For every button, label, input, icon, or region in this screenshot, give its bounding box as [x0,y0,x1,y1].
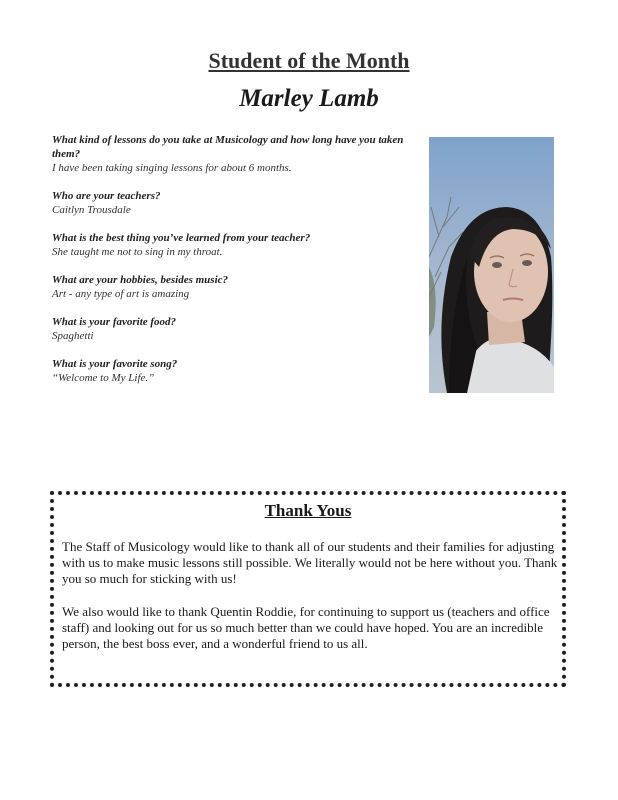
interview-question: What is your favorite food? [52,316,177,328]
student-photo [429,137,554,393]
interview-item [52,357,414,385]
interview-answer: Art - any type of art is amazing [52,288,190,300]
interview-answer: Spaghetti [52,330,94,342]
interview-item [52,189,414,217]
interview-item [52,315,414,343]
interview-item [52,273,414,301]
interview-question: What is your favorite song? [52,358,178,370]
interview-question: Who are your teachers? [52,190,161,202]
thank-yous-paragraph-2: We also would like to thank Quentin Roddie, for continuing to support us (teachers and office staff) and looking out for us so much better than we could have hoped. You are an incredible person, the best boss ever, and a wonderful friend to us all. [62,604,550,651]
interview-item [52,133,414,175]
student-name: Marley Lamb [239,85,379,112]
interview-answer: She taught me not to sing in my throat. [52,246,223,258]
interview-question: What is the best thing you’ve learned from your teacher? [52,232,311,244]
page-title: Student of the Month [208,48,410,73]
interview-answer: “Welcome to My Life.” [52,372,155,384]
thank-yous-box [50,491,566,687]
thank-yous-paragraph-1: The Staff of Musicology would like to thank all of our students and their families for adjusting with us to make music lessons still possible. We literally would not be here without you. Thank you so much for sticking with us! [62,539,558,586]
interview-answer: I have been taking singing lessons for about 6 months. [52,162,292,174]
thank-yous-title: Thank Yous [264,501,352,520]
interview-question: What are your hobbies, besides music? [52,274,229,286]
interview-question: What kind of lessons do you take at Musicology and how long have you taken them? [52,134,404,160]
interview-section [52,133,414,399]
interview-item [52,231,414,259]
interview-answer: Caitlyn Trousdale [52,204,131,216]
